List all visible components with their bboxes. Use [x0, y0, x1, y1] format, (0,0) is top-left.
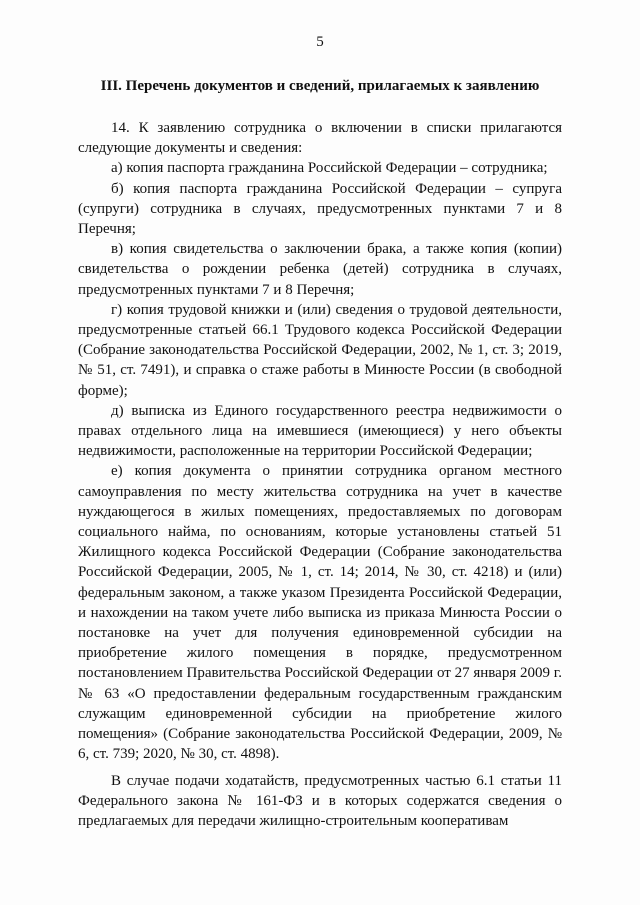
- list-item-e: е) копия документа о принятии сотрудника органом местного самоуправления по месту жительства сотрудника на учет в качестве нуждающегося в жилых помещениях, предоставляемых по договорам социального найма, по основаниям, которые установлены статьей 51 Жилищного кодекса Российской Федерации (Собрание законодательства Российской Федерации, 2005, № 1, ст. 14; 2014, № 30, ст. 4218) и (или) федеральным законом, а также указом Президента Российской Федерации, и нахождении на таком учете либо выписка из приказа Минюста России о постановке на учет для получения единовременной субсидии на приобретение жилого помещения в порядке, предусмотренном постановлением Правительства Российской Федерации от 27 января 2009 г. № 63 «О предоставлении федеральным государственным гражданским служащим единовременной субсидии на приобретение жилого помещения» (Собрание законодательства Российской Федерации, 2009, № 6, ст. 739; 2020, № 30, ст. 4898).: [78, 463, 562, 763]
- list-item-a: а) копия паспорта гражданина Российской Федерации – сотрудника;: [111, 160, 548, 177]
- page-number: 5: [316, 34, 324, 50]
- section-heading: III. Перечень документов и сведений, прилагаемых к заявлению: [100, 78, 540, 94]
- list-item-g: г) копия трудовой книжки и (или) сведения о трудовой деятельности, предусмотренные статьей 66.1 Трудового кодекса Российской Федерации (Собрание законодательства Российской Федерации, 2002, № 1, ст. 3; 2019, № 51, ст. 7491), и справка о стаже работы в Минюсте России (в свободной форме);: [78, 301, 562, 399]
- list-item-b: б) копия паспорта гражданина Российской Федерации – супруга (супруги) сотрудника в случаях, предусмотренных пунктами 7 и 8 Перечня;: [78, 180, 562, 238]
- body-text: [78, 118, 562, 831]
- paragraph-petitions: В случае подачи ходатайств, предусмотренных частью 6.1 статьи 11 Федерального закона № 161-ФЗ и в которых содержатся сведения о предлагаемых для передачи жилищно-строительным кооперативам: [78, 772, 562, 829]
- list-item-v: в) копия свидетельства о заключении брака, а также копия (копии) свидетельства о рождении ребенка (детей) сотрудника в случаях, предусмотренных пунктами 7 и 8 Перечня;: [78, 241, 562, 298]
- paragraph-14-intro: 14. К заявлению сотрудника о включении в списки прилагаются следующие документы и сведения:: [78, 120, 562, 157]
- list-item-d: д) выписка из Единого государственного реестра недвижимости о правах отдельного лица на имевшиеся (имеющиеся) у него объекты недвижимости, расположенные на территории Российской Федерации;: [78, 402, 562, 460]
